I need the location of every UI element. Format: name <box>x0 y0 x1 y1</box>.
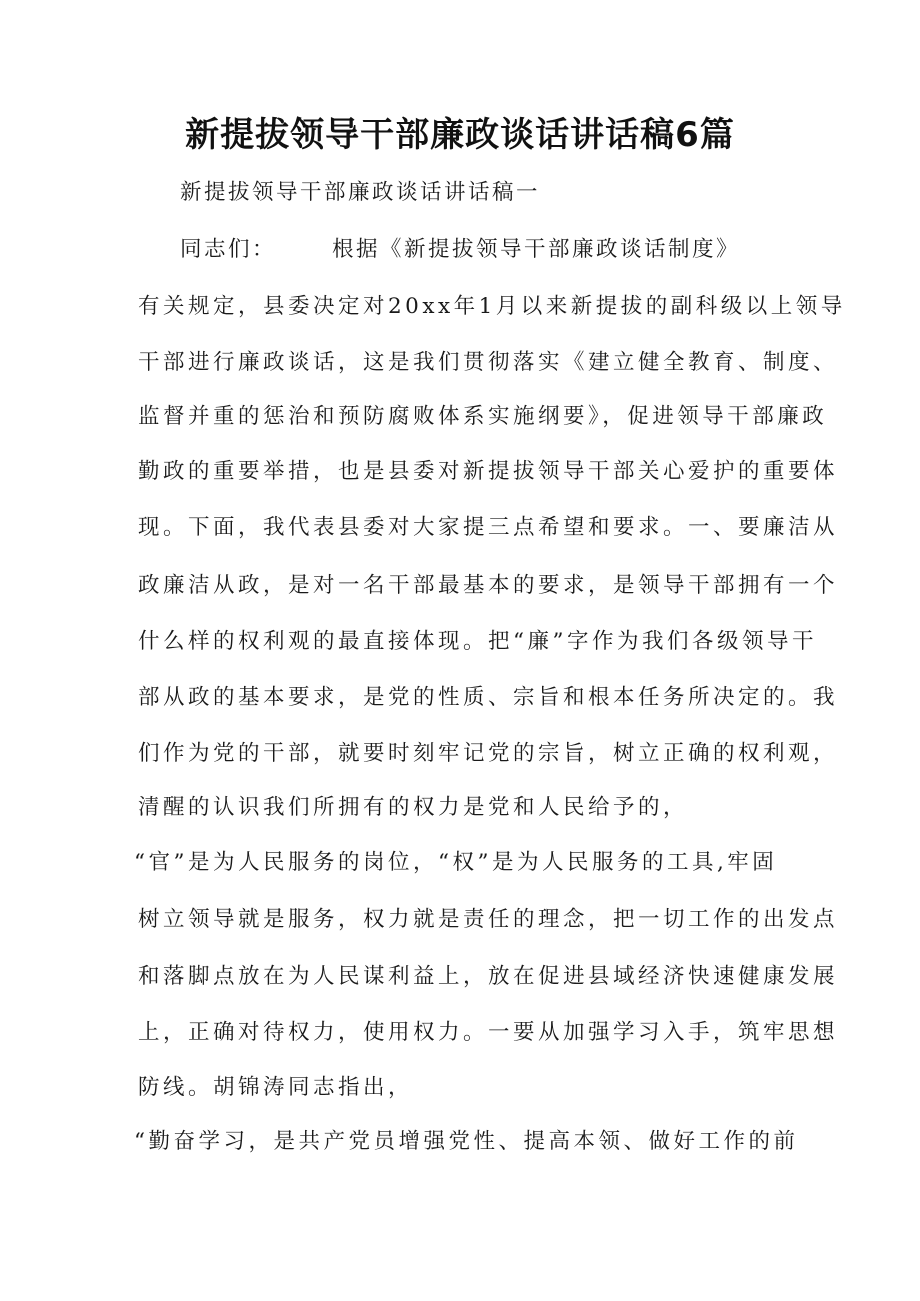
body-line: “官”是为人民服务的岗位，“权”是为人民服务的工具,牢固 <box>134 850 778 875</box>
salutation-line <box>180 235 740 265</box>
salutation-continuation: 根据《新提拔领导干部廉政谈话制度》 <box>332 237 741 262</box>
body-line: 有关规定，县委决定对20xx年1月以来新提拔的副科级以上领导 <box>138 294 846 319</box>
body-line: 干部进行廉政谈话，这是我们贯彻落实《建立健全教育、制度、 <box>138 350 839 375</box>
body-line: 政廉洁从政，是对一名干部最基本的要求，是领导干部拥有一个 <box>138 573 839 598</box>
body-line: 树立领导就是服务，权力就是责任的理念，把一切工作的出发点 <box>138 907 839 932</box>
body-line: 什么样的权利观的最直接体现。把“廉”字作为我们各级领导干 <box>138 629 817 654</box>
body-line: 部从政的基本要求，是党的性质、宗旨和根本任务所决定的。我 <box>138 685 839 710</box>
body-line: 和落脚点放在为人民谋利益上，放在促进县域经济快速健康发展 <box>138 964 839 989</box>
section-subtitle: 新提拔领导干部廉政谈话讲话稿一 <box>180 180 541 205</box>
body-line: 勤政的重要举措，也是县委对新提拔领导干部关心爱护的重要体 <box>138 459 839 484</box>
body-line: 上，正确对待权力，使用权力。一要从加强学习入手，筑牢思想 <box>138 1020 839 1045</box>
body-line: 监督并重的惩治和预防腐败体系实施纲要》，促进领导干部廉政 <box>138 404 828 429</box>
body-line: 现。下面，我代表县委对大家提三点希望和要求。一、要廉洁从 <box>138 515 839 540</box>
document-title: 新提拔领导干部廉政谈话讲话稿6篇 <box>185 115 735 155</box>
body-line: 清醒的认识我们所拥有的权力是党和人民给予的， <box>138 795 689 820</box>
body-line: 防线。胡锦涛同志指出， <box>138 1075 414 1100</box>
body-line: “勤奋学习，是共产党员增强党性、提高本领、做好工作的前 <box>134 1129 799 1154</box>
salutation: 同志们： <box>180 237 277 262</box>
body-line: 们作为党的干部，就要时刻牢记党的宗旨，树立正确的权利观， <box>138 741 839 766</box>
